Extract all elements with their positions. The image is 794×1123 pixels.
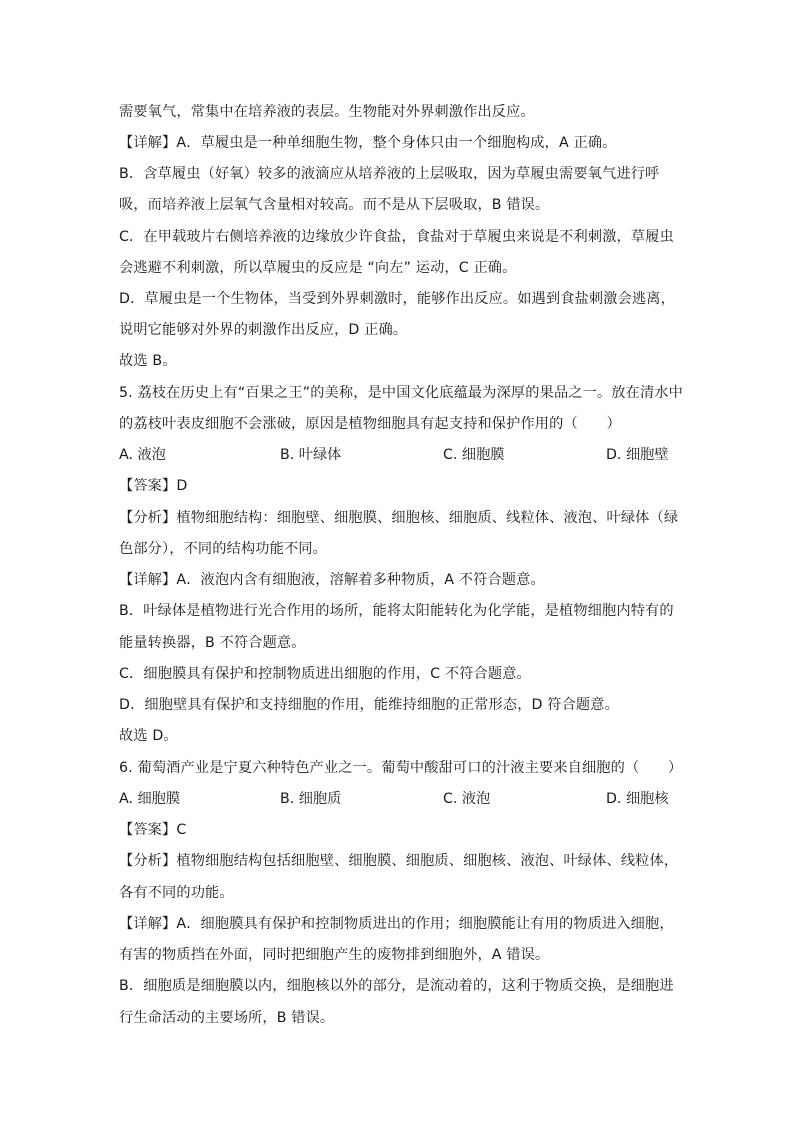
question-5-stem: 5. 荔枝在历史上有“百果之王”的美称，是中国文化底蕴最为深厚的果品之一。放在清水中 — [119, 385, 683, 401]
text-line: 有害的物质挡在外面，同时把细胞产生的废物排到细胞外，A 错误。 — [119, 947, 550, 963]
text-line: C．在甲载玻片右侧培养液的边缘放少许食盐，食盐对于草履虫来说是不利刺激，草履虫 — [119, 229, 674, 245]
text-line: B．叶绿体是植物进行光合作用的场所，能将太阳能转化为化学能，是植物细胞内特有的 — [119, 603, 674, 619]
explanation-line: 【详解】A．液泡内含有细胞液，溶解着多种物质，A 不符合题意。 — [119, 572, 545, 588]
text-line: 说明它能够对外界的刺激作出反应，D 正确。 — [119, 322, 408, 338]
option-a: A. 细胞膜 — [119, 791, 181, 807]
text-line: C．细胞膜具有保护和控制物质进出细胞的作用，C 不符合题意。 — [119, 666, 531, 682]
answer-line: 【答案】D — [119, 478, 188, 494]
text-line: 色部分），不同的结构功能不同。 — [119, 541, 327, 557]
question-6-options — [119, 789, 679, 809]
option-d: D. 细胞壁 — [606, 447, 669, 463]
question-5-options — [119, 445, 679, 465]
text-line: 吸，而培养液上层氧气含量相对较高。而不是从下层吸取，B 错误。 — [119, 197, 550, 213]
text-line: 能量转换器，B 不符合题意。 — [119, 635, 306, 651]
text-line: 各有不同的功能。 — [119, 885, 234, 901]
text-line: D．草履虫是一个生物体，当受到外界刺激时，能够作出反应。如遇到食盐刺激会逃离， — [119, 291, 675, 307]
text-line: 【详解】A．草履虫是一种单细胞生物，整个身体只由一个细胞构成，A 正确。 — [119, 135, 617, 151]
explanation-line: 【详解】A．细胞膜具有保护和控制物质进出的作用；细胞膜能让有用的物质进入细胞， — [119, 916, 674, 932]
text-line: B．细胞质是细胞膜以内，细胞核以外的部分，是流动着的，这利于物质交换，是细胞进 — [119, 978, 674, 994]
analysis-line: 【分析】植物细胞结构包括细胞壁、细胞膜、细胞质、细胞核、液泡、叶绿体、线粒体， — [119, 853, 679, 869]
question-6-stem: 6. 葡萄酒产业是宁夏六种特色产业之一。葡萄中酸甜可口的汁液主要来自细胞的（ ） — [119, 760, 683, 776]
option-b: B. 叶绿体 — [280, 447, 342, 463]
text-line: B．含草履虫（好氧）较多的液滴应从培养液的上层吸取，因为草履虫需要氧气进行呼 — [119, 166, 660, 182]
option-d: D. 细胞核 — [606, 791, 669, 807]
option-a: A. 液泡 — [119, 447, 166, 463]
option-c: C. 细胞膜 — [443, 447, 505, 463]
option-b: B. 细胞质 — [280, 791, 342, 807]
text-line: 故选 D。 — [119, 728, 178, 744]
option-c: C. 液泡 — [443, 791, 491, 807]
text-line: 需要氧气，常集中在培养液的表层。生物能对外界刺激作出反应。 — [119, 104, 535, 120]
text-line: 行生命活动的主要场所，B 错误。 — [119, 1010, 335, 1026]
text-line: 故选 B。 — [119, 353, 177, 369]
question-5-stem: 的荔枝叶表皮细胞不会涨破，原因是植物细胞具有起支持和保护作用的（ ） — [119, 416, 621, 432]
text-line: D．细胞壁具有保护和支持细胞的作用，能维持细胞的正常形态，D 符合题意。 — [119, 697, 619, 713]
text-line: 会逃避不利刺激，所以草履虫的反应是 “向左” 运动，C 正确。 — [119, 260, 517, 276]
answer-line: 【答案】C — [119, 822, 187, 838]
analysis-line: 【分析】植物细胞结构：细胞壁、细胞膜、细胞核、细胞质、线粒体、液泡、叶绿体（绿 — [119, 510, 679, 526]
